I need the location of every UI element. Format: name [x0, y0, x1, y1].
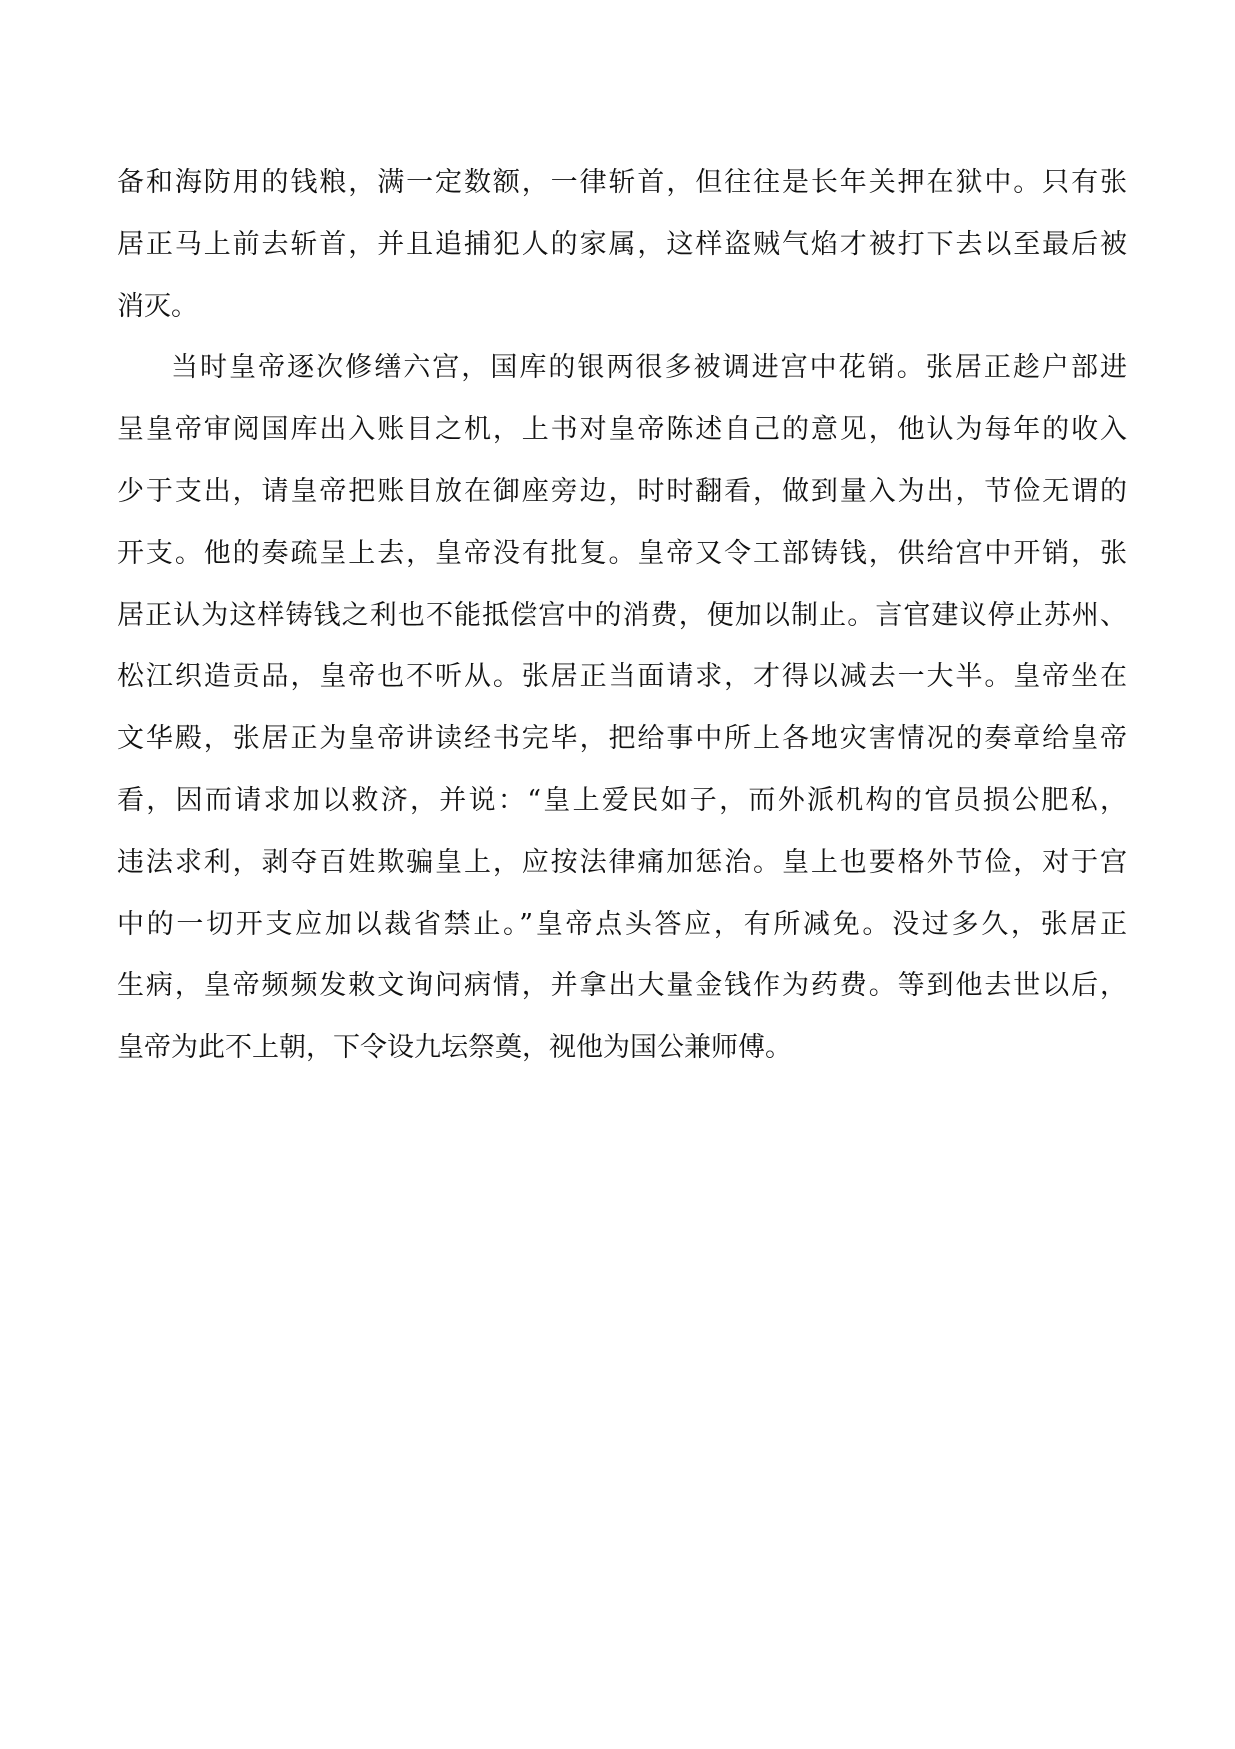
- body-text: [117, 152, 1127, 1079]
- text-line: 当时皇帝逐次修缮六宫，国库的银两很多被调进宫中花销。张居正趁户部进: [171, 352, 1127, 384]
- text-line: 生病，皇帝频频发敕文询问病情，并拿出大量金钱作为药费。等到他去世以后，: [117, 970, 1127, 1002]
- text-line: 文华殿，张居正为皇帝讲读经书完毕，把给事中所上各地灾害情况的奏章给皇帝: [117, 723, 1127, 755]
- text-line: 呈皇帝审阅国库出入账目之机，上书对皇帝陈述自己的意见，他认为每年的收入: [117, 414, 1127, 446]
- text-line: 消灭。: [117, 290, 198, 322]
- text-line: 备和海防用的钱粮，满一定数额，一律斩首，但往往是长年关押在狱中。只有张: [117, 167, 1127, 198]
- text-line: 居正马上前去斩首，并且追捕犯人的家属，这样盗贼气焰才被打下去以至最后被: [117, 228, 1127, 260]
- text-line: 开支。他的奏疏呈上去，皇帝没有批复。皇帝又令工部铸钱，供给宫中开销，张: [117, 537, 1127, 569]
- paragraph-1: [117, 152, 1127, 337]
- text-line: 中的一切开支应加以裁省禁止。”皇帝点头答应，有所减免。没过多久，张居正: [117, 908, 1127, 940]
- text-line: 皇帝为此不上朝，下令设九坛祭奠，视他为国公兼师傅。: [117, 1032, 792, 1064]
- text-line: 松江织造贡品，皇帝也不听从。张居正当面请求，才得以减去一大半。皇帝坐在: [117, 661, 1127, 693]
- text-line: 居正认为这样铸钱之利也不能抵偿宫中的消费，便加以制止。言官建议停止苏州、: [117, 599, 1127, 631]
- text-line: 看，因而请求加以救济，并说：“皇上爱民如子，而外派机构的官员损公肥私，: [117, 784, 1127, 816]
- paragraph-2: [117, 337, 1127, 1079]
- text-line: 少于支出，请皇帝把账目放在御座旁边，时时翻看，做到量入为出，节俭无谓的: [117, 475, 1127, 507]
- text-line: 违法求利，剥夺百姓欺骗皇上，应按法律痛加惩治。皇上也要格外节俭，对于宫: [117, 846, 1127, 878]
